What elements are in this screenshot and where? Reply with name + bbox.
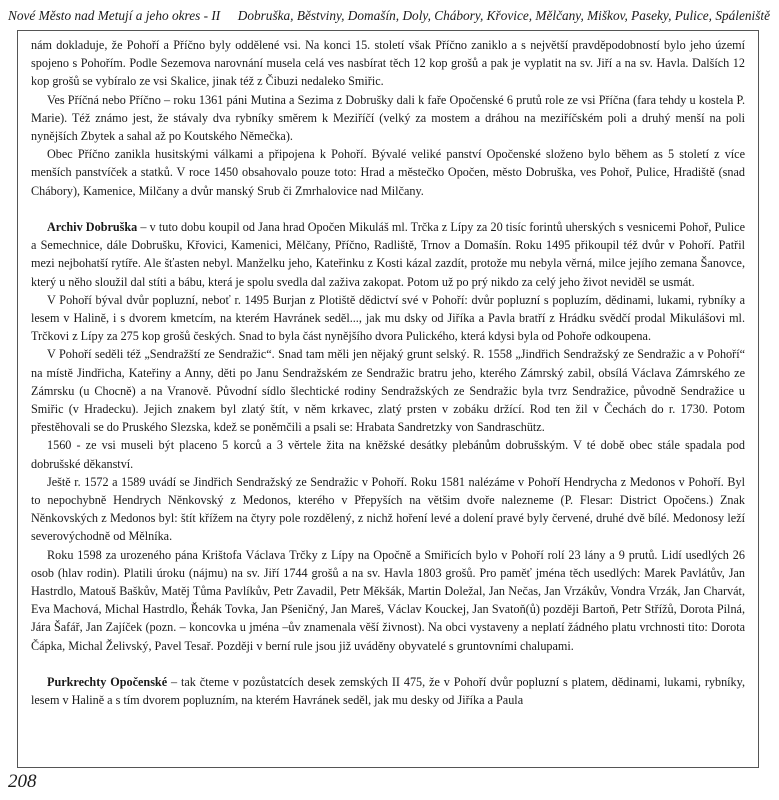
paragraph-text: – tak čteme v pozůstatcích desek zemských II 475, že v Pohoří dvůr popluzní s platem, dědinami, lukami, rybníky, lesem v Halině a s tím dvorem popluzním, na kterém Havránek seděl, jak mu desky od Jiříka a Paula [31,675,745,708]
body-text [31,36,745,709]
page-number: 208 [8,771,37,792]
paragraph: V Pohoří seděli též „Sendražští ze Sendražic“. Snad tam měli jen nějaký grunt selský. R. 1558 „Jindřich Sendražský ze Sendražic a v Pohoří“ na místě Jindřicha, Kateřiny a Anny, děti po Janu Sendražském ze Sendražic bratru jeho, kterého Zámrský zabil, obsílá Václava Zámrského ze Zámrsku (u Chocně) a na Vranově. Původní sídlo šlechtické rodiny Sendražských ze Sendražic byla tvrz Sendražice, původně Sendražice u Smiřic (v Hradecku). Jejich znakem byl zlatý štít, v něm krkavec, zlatý prsten v zobáku držící. Rod ten žil v Čechách do r. 1730. Potom přestěhovali se do Pruského Slezska, kdež se poněmčili a psali se: Hrabata Sandretzky von Sandraschütz. [31,347,745,435]
paragraph: Ještě r. 1572 a 1589 uvádí se Jindřich Sendražský ze Sendražic v Pohoří. Roku 1581 nalézáme v Pohoří Hendrycha z Medonos v Pohoří. Byl to nepochybně Hendrych Něnkovský z Medonos, kterého v Přepyších na většim dvoře nalezneme (P. Flesar: District Opočens.) Znak Něnkovských z Medonos byl: štít křížem na čtyry pole rozdělený, z nichž hoření levé a dolení pravé byly červené, druhé dvě bílé. Medonosy leží severovýchodně od Mělníka. [31,474,745,544]
header-book-title: Nové Město nad Metují a jeho okres - II [8,8,221,23]
paragraph: V Pohoří býval dvůr popluzní, neboť r. 1495 Burjan z Plotiště dědictví své v Pohoří: dvůr popluzní s popluzím, dědinami, lukami, rybníky a lesem v Halině, i s dvorem kmetcím, na kterém Havránek seděl..., jak mu dsky od Jiříka a Pavla bratří z Hrádku svědčí prodal Mikulášovi ml. Trčkovi z Lípy za 275 kop grošů českých. Snad to byla část nynějšího dvora Pulického, která kdysi byla od Pohoře odkoupena. [31,292,745,344]
paragraph: Roku 1598 za urozeného pána Krištofa Václava Trčky z Lípy na Opočně a Smiřicích bylo v Pohoří rolí 23 lány a 9 prutů. Lidí usedlých 26 osob (hlav rodin). Platili úroku (nájmu) na sv. Jiří 1744 grošů a na sv. Havla 1803 grošů. Pro paměť jména těch usedlých: Marek Pavlátův, Jan Hastrdlo, Matouš Baškův, Matěj Tůma Pavlíkův, Petr Zavadil, Petr Měkšák, Martin Doležal, Jan Nečas, Jan Vrzákův, Vondra Vrzák, Jan Charvát, Eva Machová, Michal Hastrdlo, Řehák Tovka, Jan Pšeničný, Jan Mareš, Václav Kouckej, Jan Svatoň(ů) později Bartoň, Petr Střížů, Dorota Pilná, Jára Šafář, Jan Zajíček (pozn. – koncovka u jména –ův znamenala věší živnost). Na obci vystaveny a neplatí žádného platu vrchnosti tito: Dorota Čápka, Michal Želivský, Pavel Tesař. Později v berní rule jsou již uváděny obyvatelé s gruntovními chalupami. [31,547,745,653]
section-heading-archiv: Archiv Dobruška [47,220,138,235]
paragraph-text: – v tuto dobu koupil od Jana hrad Opočen Mikuláš ml. Trčka z Lípy za 20 tisíc forintů uherských s vesnicemi Pohoř, Pulice a Semechnice, dále Dobrušku, Křovici, Kamenici, Mělčany, Příčno, Radliště, Trnov a Domašín. Roku 1495 přikoupil též dvůr v Pohoří. Patřil mezi nejbohatší rytíře. Ale šťasten nebyl. Manželku jeho, Kateřinku z Kosti kázal zazdít, protože mu nebyla věrná, milce jejího zemana Šanovce, který u něho sloužil dal stíti a bábu, která je spolu svedla dal zaživa zakopat. Potom už po prý nikdo za celý jeho život neviděl se usmát. [31,220,745,289]
section-heading-purkrechty: Purkrechty Opočenské [47,675,168,690]
paragraph: nám dokladuje, že Pohoří a Příčno byly oddělené vsi. Na konci 15. století však Příčno zaniklo a s největší pravděpodobností bylo jeho území spojeno s Pohořím. Podle Sezemova narovnání musela celá ves nasbírat těch 12 kop grošů a pak je vyplatit na sv. Jiří a na sv. Havla. Dalších 12 kop grošů se vybíralo ze vsi Skalice, jinak též z Čibuzi nedaleko Smiřic. [31,38,745,89]
section-paragraph-archiv [31,218,745,291]
section-paragraph-purkrechty [31,673,745,709]
paragraph: Obec Příčno zanikla husitskými válkami a připojena k Pohoří. Bývalé veliké panství Opočenské složeno bylo během as 5 století z více menších panstvíček a statků. V roce 1450 obsahovalo pouze toto: Hrad a městečko Opočen, město Dobruška, ves Pohoř, Pulice, Hradiště (snad Chábory), Kamenice, Milčany a dvůr manský Srub či Zmrhalovice nad Milčany. [31,147,745,198]
running-header [8,4,770,28]
paragraph: Ves Příčná nebo Příčno – roku 1361 páni Mutina a Sezima z Dobrušky dali k faře Opočenské 6 prutů role ze vsi Příčna (fara tehdy u kostela P. Marie). Též známo jest, že stávaly dva rybníky směrem k Meziříčí (velký za mostem a dráhou na meziříčském poli a druhý menší na poli nynějších Zbytek a sahal až po Koutského Němečka). [31,92,745,144]
paragraph: 1560 - ze vsi museli být placeno 5 korců a 3 věrtele žita na kněžské desátky plebánům dobrušským. V té době obec stále spadala pod dobrušské děkanství. [31,438,745,471]
header-chapter-places: Dobruška, Běstviny, Domašín, Doly, Chábory, Křovice, Mělčany, Miškov, Paseky, Pulice, Spáleniště [237,8,770,23]
